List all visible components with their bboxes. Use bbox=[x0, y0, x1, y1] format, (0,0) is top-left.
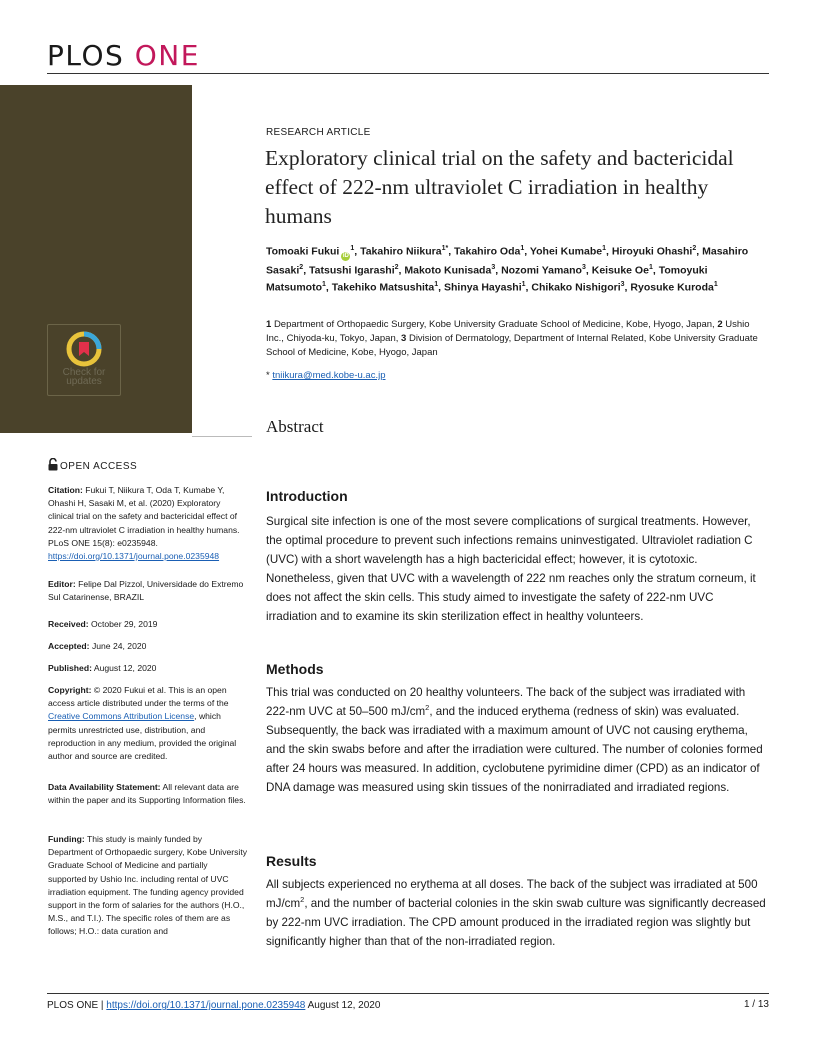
footer-rule bbox=[47, 993, 769, 994]
author-name: Tatsushi Igarashi bbox=[309, 264, 395, 276]
received-text: October 29, 2019 bbox=[91, 619, 158, 629]
affil-text: Division of Dermatology, Department of Internal Related, Kobe University Graduate School of Medicine, Kobe, Hyogo, Japan bbox=[266, 333, 758, 358]
copyright-text: © 2020 Fukui et al. This is an open access article distributed under the terms of the bbox=[48, 685, 229, 709]
crossmark-icon bbox=[66, 331, 102, 367]
open-access-text: OPEN ACCESS bbox=[60, 461, 138, 472]
author-affiliation-sup: 2 bbox=[692, 245, 697, 252]
data-availability-block bbox=[48, 781, 248, 807]
results-text bbox=[266, 875, 766, 951]
badge-line2: updates bbox=[66, 376, 102, 387]
author-name: Shinya Hayashi bbox=[444, 281, 522, 294]
author-name: Nozomi Yamano bbox=[501, 264, 582, 276]
citation-label: Citation: bbox=[48, 485, 83, 495]
author-affiliation-sup: 1 bbox=[648, 263, 653, 271]
author-affiliation-sup: 1 bbox=[434, 280, 439, 288]
footer-citation bbox=[47, 999, 387, 1012]
check-for-updates-badge[interactable] bbox=[47, 324, 121, 396]
author-name: Hiroyuki Ohashi bbox=[611, 245, 693, 258]
affil-num: 1 bbox=[266, 319, 272, 330]
footer-date: August 12, 2020 bbox=[307, 1000, 381, 1011]
author-name: Takehiko Matsushita bbox=[331, 281, 435, 294]
badge-label bbox=[48, 368, 120, 386]
citation-doi-link[interactable]: https://doi.org/10.1371/journal.pone.0235948 bbox=[48, 551, 220, 562]
published-block bbox=[48, 662, 248, 675]
data-text: All relevant data are within the paper and its Supporting Information files. bbox=[48, 782, 246, 806]
affiliations bbox=[266, 318, 766, 360]
methods-heading: Methods bbox=[266, 661, 324, 677]
accepted-block bbox=[48, 640, 248, 653]
badge-line1: Check for bbox=[62, 367, 106, 378]
affil-num: 2 bbox=[717, 319, 723, 330]
author-name: Yohei Kumabe bbox=[529, 245, 603, 258]
logo-plos: PLOS bbox=[47, 39, 125, 72]
article-type: RESEARCH ARTICLE bbox=[266, 127, 371, 138]
author-affiliation-sup: 1 bbox=[322, 280, 326, 288]
author-affiliation-sup: 1 bbox=[350, 245, 355, 252]
author-name: Chikako Nishigori bbox=[531, 281, 621, 294]
affil-text: Department of Orthopaedic Surgery, Kobe University Graduate School of Medicine, Kobe, Hyogo, Japan, bbox=[273, 319, 715, 330]
author-affiliation-sup: 2 bbox=[299, 263, 304, 271]
author-affiliation-sup: 1 bbox=[520, 245, 525, 252]
copyright-tail: , which permits unrestricted use, distribution, and reproduction in any medium, provided the original author and source are credited. bbox=[48, 711, 237, 762]
footer-journal: PLOS ONE | bbox=[47, 1000, 104, 1011]
accepted-text: June 24, 2020 bbox=[91, 641, 147, 651]
methods-text-b: , and the induced erythema (redness of skin) was evaluated. Subsequently, the back was irradiated with a maximum amount of UVC not causing erythema, and the skin swabs before and after the irradiation were cultured. The number of colonies formed after 24 hours was measured. In addition, cyclobutene pyrimidine dimer (CPD) as an indicator of DNA damage was measured using skin tissues of the nonirradiated and irradiated regions. bbox=[266, 705, 763, 794]
page-number: 1 / 13 bbox=[743, 999, 769, 1010]
author-affiliation-sup: 3 bbox=[620, 280, 625, 288]
affil-text: Ushio Inc., Chiyoda-ku, Tokyo, Japan, bbox=[266, 319, 750, 344]
email-link[interactable]: tniikura@med.kobe-u.ac.jp bbox=[272, 370, 386, 381]
results-text-a: All subjects experienced no erythema at all doses. The back of the subject was irradiated at 500 mJ/cm bbox=[266, 878, 758, 910]
copyright-block bbox=[48, 684, 248, 763]
author-name: Keisuke Oe bbox=[591, 264, 649, 276]
copyright-label: Copyright: bbox=[48, 685, 92, 695]
citation-block bbox=[48, 484, 248, 563]
author-affiliation-sup: 3 bbox=[581, 263, 586, 271]
introduction-text: Surgical site infection is one of the most severe complications of surgical treatments. However, the optimal procedure to prevent such infections remains uninvestigated. Ultraviolet radiation C (UVC) with a short wavelength has a high bactericidal effect; however, it is cytotoxic. Nonetheless, given that UVC with a wavelength of 222 nm reaches only the stratum corneum, it does not affect the skin cells. This study aimed to investigate the safety of 222-nm UVC irradiation and to examine its skin sterilization effect in healthy volunteers. bbox=[266, 515, 756, 623]
citation-text: Fukui T, Niikura T, Oda T, Kumabe Y, Ohashi H, Sasaki M, et al. (2020) Exploratory clinical trial on the safety and bactericidal effect of 222-nm ultraviolet C irradiation in healthy humans. PLoS ONE 15(8): e0235948. bbox=[48, 485, 240, 548]
author-affiliation-sup: 1 bbox=[521, 280, 526, 288]
header-rule bbox=[47, 73, 769, 74]
license-link[interactable]: Creative Commons Attribution License bbox=[48, 711, 195, 722]
funding-text: This study is mainly funded by Department of Orthopaedic surgery, Kobe University Graduate School of Medicine and partially supported by Ushio Inc. including rental of UVC irradiation equipment. The funding agency provided support in the form of salaries for the authors (H.O., M.S., and T.I.). The specific roles of them are as follows; H.O.: data curation and bbox=[48, 834, 248, 937]
author-name: Tomoyuki Matsumoto bbox=[266, 264, 708, 294]
published-label: Published: bbox=[48, 663, 92, 673]
published-text: August 12, 2020 bbox=[93, 663, 157, 673]
author-affiliation-sup: 3 bbox=[491, 263, 496, 271]
methods-text-a: This trial was conducted on 20 healthy volunteers. The back of the subject was irradiated with 222-nm UVC at 50–500 mJ/cm bbox=[266, 686, 746, 718]
footer-doi-link[interactable]: https://doi.org/10.1371/journal.pone.0235948 bbox=[106, 1000, 306, 1011]
introduction-heading: Introduction bbox=[266, 488, 348, 504]
orcid-icon[interactable]: iD bbox=[342, 252, 349, 259]
funding-block bbox=[48, 833, 248, 939]
author-affiliation-sup: 2 bbox=[394, 263, 399, 271]
author-affiliation-sup: 1 bbox=[713, 280, 718, 288]
author-name: Takahiro Oda bbox=[454, 245, 521, 258]
results-text-b: , and the number of bacterial colonies in the skin swab culture was significantly decreased by 222-nm UVC irradiation. The CPD amount produced in the irradiated region was slightly but significantly higher than that of the non-irradiated region. bbox=[266, 897, 766, 948]
editor-block bbox=[48, 578, 248, 604]
corresponding-email bbox=[266, 369, 386, 383]
author-affiliation-sup: 1* bbox=[441, 245, 449, 252]
abstract-heading: Abstract bbox=[266, 417, 324, 436]
email-marker: * bbox=[266, 370, 270, 381]
logo-one: ONE bbox=[134, 39, 200, 72]
affil-num: 3 bbox=[401, 333, 407, 344]
results-heading: Results bbox=[266, 853, 317, 869]
sidebar-divider bbox=[192, 436, 252, 437]
received-label: Received: bbox=[48, 619, 89, 629]
author-list: Tomoaki Fukui $iD^1$, Takahiro Niikura$^{1*}$, Takahiro Oda$^1$, Yohei Kumabe$^1$, Hiroyuki Ohashi$^2$, Masahiro Sasaki$^2$, Tatsushi Igarashi$^2$, Makoto Kunisada$^3$, Nozomi Yamano$^3$, Keisuke Oe$^1$, Tomoyuki Matsumoto$^1$, Takehiko Matsushita$^1$, Shinya Hayashi$^1$, Chikako Nishigori$^3$, Ryosuke Kuroda$^1$ bbox=[266, 245, 749, 294]
author-affiliation-sup: 1 bbox=[602, 245, 606, 252]
open-lock-icon bbox=[48, 458, 58, 471]
received-block bbox=[48, 618, 248, 631]
editor-label: Editor: bbox=[48, 579, 76, 589]
methods-text bbox=[266, 683, 766, 797]
results-sup: 2 bbox=[300, 895, 305, 905]
methods-sup: 2 bbox=[425, 703, 430, 713]
author-name: Takahiro Niikura bbox=[360, 245, 442, 258]
open-access-label bbox=[48, 458, 137, 472]
author-name: Tomoaki Fukui bbox=[266, 245, 340, 258]
accepted-label: Accepted: bbox=[48, 641, 90, 651]
author-name: Masahiro Sasaki bbox=[266, 245, 749, 276]
author-name: Makoto Kunisada bbox=[404, 264, 492, 276]
journal-logo bbox=[47, 40, 200, 72]
funding-label: Funding: bbox=[48, 834, 85, 844]
data-label: Data Availability Statement: bbox=[48, 782, 161, 792]
editor-text: Felipe Dal Pizzol, Universidade do Extremo Sul Catarinense, BRAZIL bbox=[48, 579, 244, 603]
article-title: Exploratory clinical trial on the safety and bactericidal effect of 222-nm ultraviolet C irradiation in healthy humans bbox=[265, 146, 734, 228]
author-name: Ryosuke Kuroda bbox=[630, 281, 714, 294]
